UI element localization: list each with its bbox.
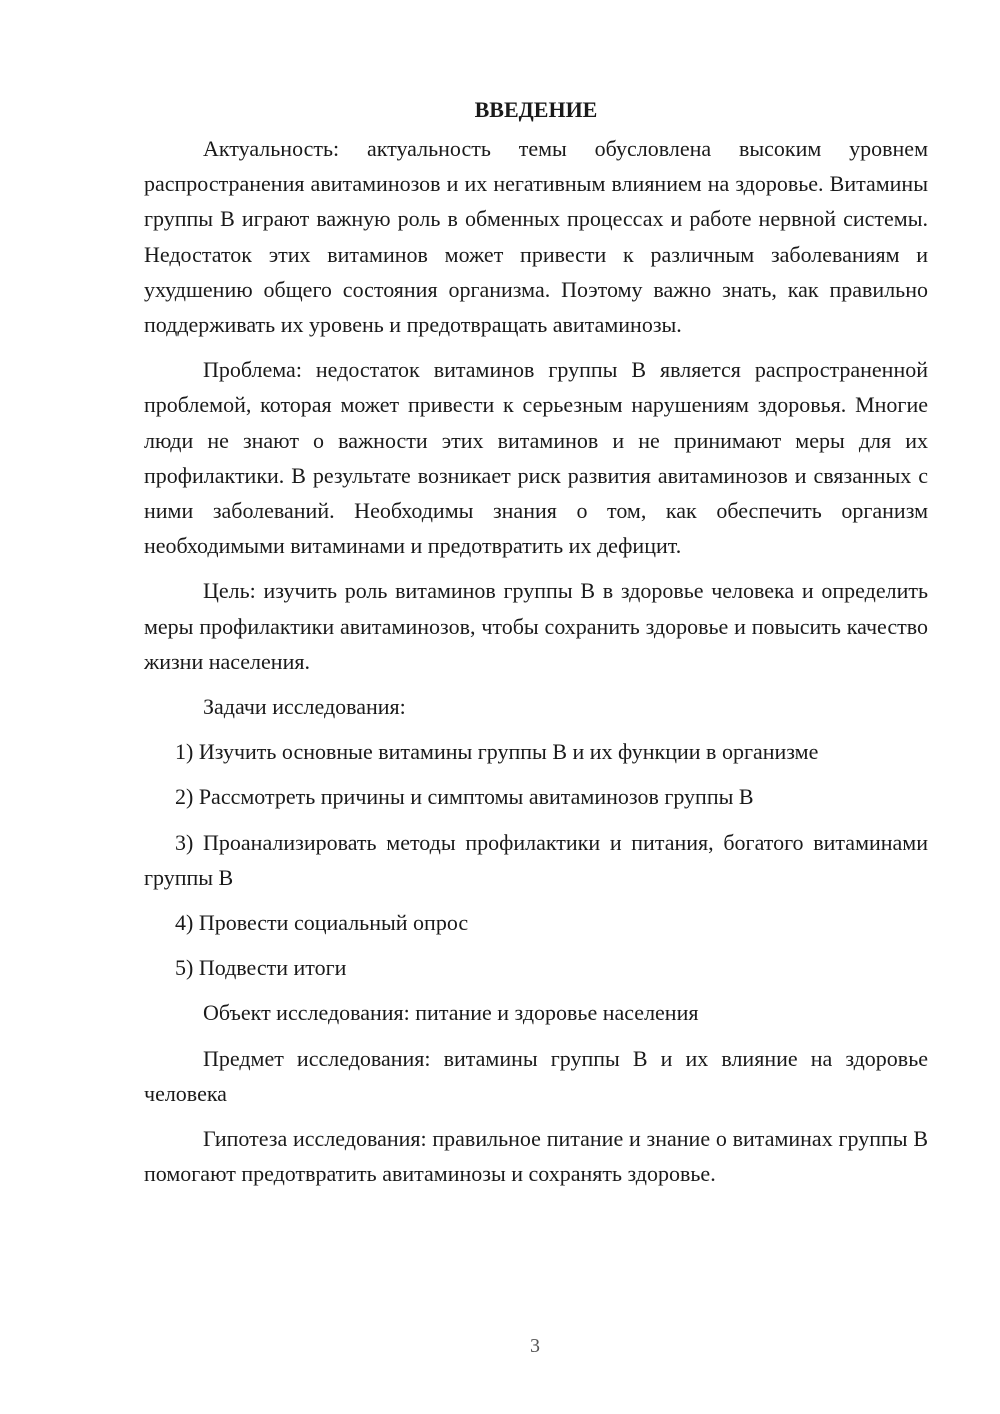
hypothesis-paragraph: Гипотеза исследования: правильное питание и знание о витаминах группы В помогают предотвратить авитаминозы и сохранять здоровье. [144, 1126, 928, 1187]
page-number: 3 [530, 1335, 540, 1357]
tasks-heading: Задачи исследования: [203, 694, 406, 720]
page-title: ВВЕДЕНИЕ [474, 97, 598, 122]
list-item: 2) Рассмотреть причины и симптомы авитаминозов группы В [175, 784, 754, 810]
problem-paragraph: Проблема: недостаток витаминов группы В является распространенной проблемой, которая может привести к серьезным нарушениям здоровья. Многие люди не знают о важности этих витаминов и не принимают меры для их профилактики. В результате возникает риск развития авитаминозов и связанных с ними заболеваний. Необходимы знания о том, как обеспечить организм необходимыми витаминами и предотвратить их дефицит. [144, 357, 928, 559]
list-item: 3) Проанализировать методы профилактики и питания, богатого витаминами группы В [144, 829, 928, 890]
tasks-list [144, 734, 928, 985]
list-item: 4) Провести социальный опрос [175, 910, 469, 936]
relevance-paragraph: Актуальность: актуальность темы обусловлена высоким уровнем распространения авитаминозов и их негативным влиянием на здоровье. Витамины группы В играют важную роль в обменных процессах и работе нервной системы. Недостаток этих витаминов может привести к различным заболеваниям и ухудшению общего состояния организма. Поэтому важно знать, как правильно поддерживать их уровень и предотвращать авитаминозы. [144, 136, 928, 338]
goal-paragraph: Цель: изучить роль витаминов группы В в здоровье человека и определить меры профилактики авитаминозов, чтобы сохранить здоровье и повысить качество жизни населения. [144, 578, 928, 674]
list-item: 1) Изучить основные витамины группы В и их функции в организме [175, 739, 819, 765]
subject-paragraph: Предмет исследования: витамины группы В и их влияние на здоровье человека [144, 1045, 928, 1106]
object-paragraph: Объект исследования: питание и здоровье населения [203, 1000, 699, 1026]
list-item: 5) Подвести итоги [175, 955, 347, 981]
document-page [144, 92, 928, 1201]
